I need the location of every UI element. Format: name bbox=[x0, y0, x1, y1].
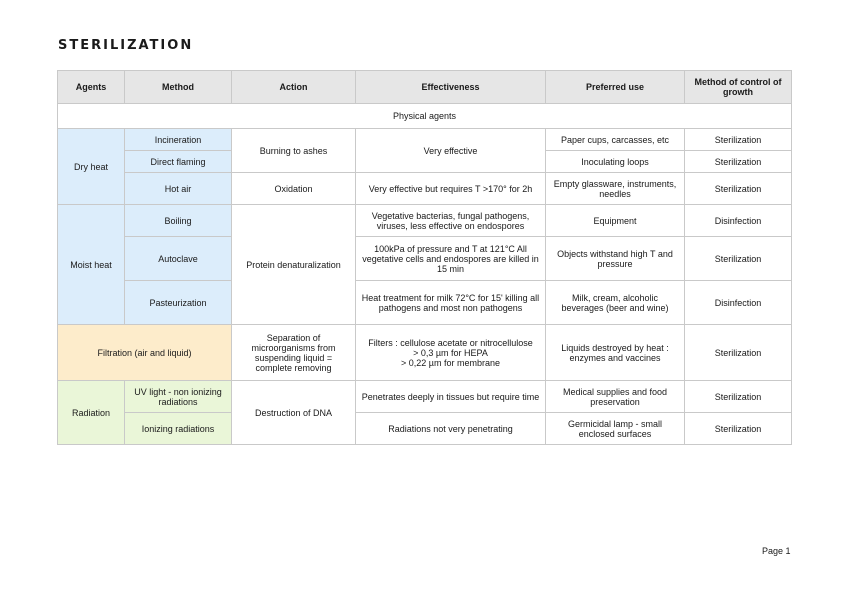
method-incineration: Incineration bbox=[125, 129, 232, 151]
header-agents: Agents bbox=[58, 71, 125, 104]
method-ionizing: Ionizing radiations bbox=[125, 413, 232, 445]
action-dna-destruction: Destruction of DNA bbox=[232, 381, 356, 445]
effect-filtration-line: Filters : cellulose acetate or nitrocellulose bbox=[368, 337, 533, 348]
control-uv-light: Sterilization bbox=[685, 381, 792, 413]
agent-radiation: Radiation bbox=[58, 381, 125, 445]
effect-autoclave: 100kPa of pressure and T at 121°C All vegetative cells and endospores are killed in 15 min bbox=[356, 237, 546, 281]
table-row bbox=[58, 237, 792, 281]
sterilization-table bbox=[57, 70, 792, 445]
use-incineration: Paper cups, carcasses, etc bbox=[546, 129, 685, 151]
header-method: Method bbox=[125, 71, 232, 104]
control-autoclave: Sterilization bbox=[685, 237, 792, 281]
use-boiling: Equipment bbox=[546, 205, 685, 237]
use-ionizing: Germicidal lamp - small enclosed surfaces bbox=[546, 413, 685, 445]
effect-pasteurization: Heat treatment for milk 72°C for 15' killing all pathogens and most non pathogens bbox=[356, 281, 546, 325]
action-burning: Burning to ashes bbox=[232, 129, 356, 173]
use-filtration: Liquids destroyed by heat : enzymes and vaccines bbox=[546, 325, 685, 381]
use-uv-light: Medical supplies and food preservation bbox=[546, 381, 685, 413]
agent-dry-heat: Dry heat bbox=[58, 129, 125, 205]
action-filtration: Separation of microorganisms from suspending liquid = complete removing bbox=[232, 325, 356, 381]
section-physical-agents: Physical agents bbox=[58, 104, 792, 129]
use-autoclave: Objects withstand high T and pressure bbox=[546, 237, 685, 281]
action-oxidation: Oxidation bbox=[232, 173, 356, 205]
effect-very-effective: Very effective bbox=[356, 129, 546, 173]
agent-moist-heat: Moist heat bbox=[58, 205, 125, 325]
method-uv-light: UV light - non ionizing radiations bbox=[125, 381, 232, 413]
header-action: Action bbox=[232, 71, 356, 104]
effect-ionizing: Radiations not very penetrating bbox=[356, 413, 546, 445]
header-preferred-use: Preferred use bbox=[546, 71, 685, 104]
table-row bbox=[58, 413, 792, 445]
control-ionizing: Sterilization bbox=[685, 413, 792, 445]
method-boiling: Boiling bbox=[125, 205, 232, 237]
page-title: STERILIZATION bbox=[58, 38, 194, 53]
table-row bbox=[58, 381, 792, 413]
method-pasteurization: Pasteurization bbox=[125, 281, 232, 325]
use-direct-flaming: Inoculating loops bbox=[546, 151, 685, 173]
header-effectiveness: Effectiveness bbox=[356, 71, 546, 104]
use-hot-air: Empty glassware, instruments, needles bbox=[546, 173, 685, 205]
table-row bbox=[58, 205, 792, 237]
header-control: Method of control of growth bbox=[685, 71, 792, 104]
control-pasteurization: Disinfection bbox=[685, 281, 792, 325]
effect-filtration bbox=[356, 325, 546, 381]
control-boiling: Disinfection bbox=[685, 205, 792, 237]
effect-hot-air: Very effective but requires T >170° for 2h bbox=[356, 173, 546, 205]
use-pasteurization: Milk, cream, alcoholic beverages (beer and wine) bbox=[546, 281, 685, 325]
effect-filtration-line: > 0,22 µm for membrane bbox=[401, 357, 500, 368]
table-row bbox=[58, 281, 792, 325]
control-filtration: Sterilization bbox=[685, 325, 792, 381]
action-protein-denaturalization: Protein denaturalization bbox=[232, 205, 356, 325]
method-autoclave: Autoclave bbox=[125, 237, 232, 281]
control-incineration: Sterilization bbox=[685, 129, 792, 151]
header-row bbox=[58, 71, 792, 104]
control-hot-air: Sterilization bbox=[685, 173, 792, 205]
effect-boiling: Vegetative bacterias, fungal pathogens, viruses, less effective on endospores bbox=[356, 205, 546, 237]
table-row bbox=[58, 325, 792, 381]
table-row bbox=[58, 173, 792, 205]
table-row bbox=[58, 129, 792, 151]
agent-filtration: Filtration (air and liquid) bbox=[58, 325, 232, 381]
section-row bbox=[58, 104, 792, 129]
method-hot-air: Hot air bbox=[125, 173, 232, 205]
effect-filtration-line: > 0,3 µm for HEPA bbox=[413, 347, 488, 358]
page-number: Page 1 bbox=[762, 546, 791, 556]
control-direct-flaming: Sterilization bbox=[685, 151, 792, 173]
effect-uv-light: Penetrates deeply in tissues but require time bbox=[356, 381, 546, 413]
method-direct-flaming: Direct flaming bbox=[125, 151, 232, 173]
